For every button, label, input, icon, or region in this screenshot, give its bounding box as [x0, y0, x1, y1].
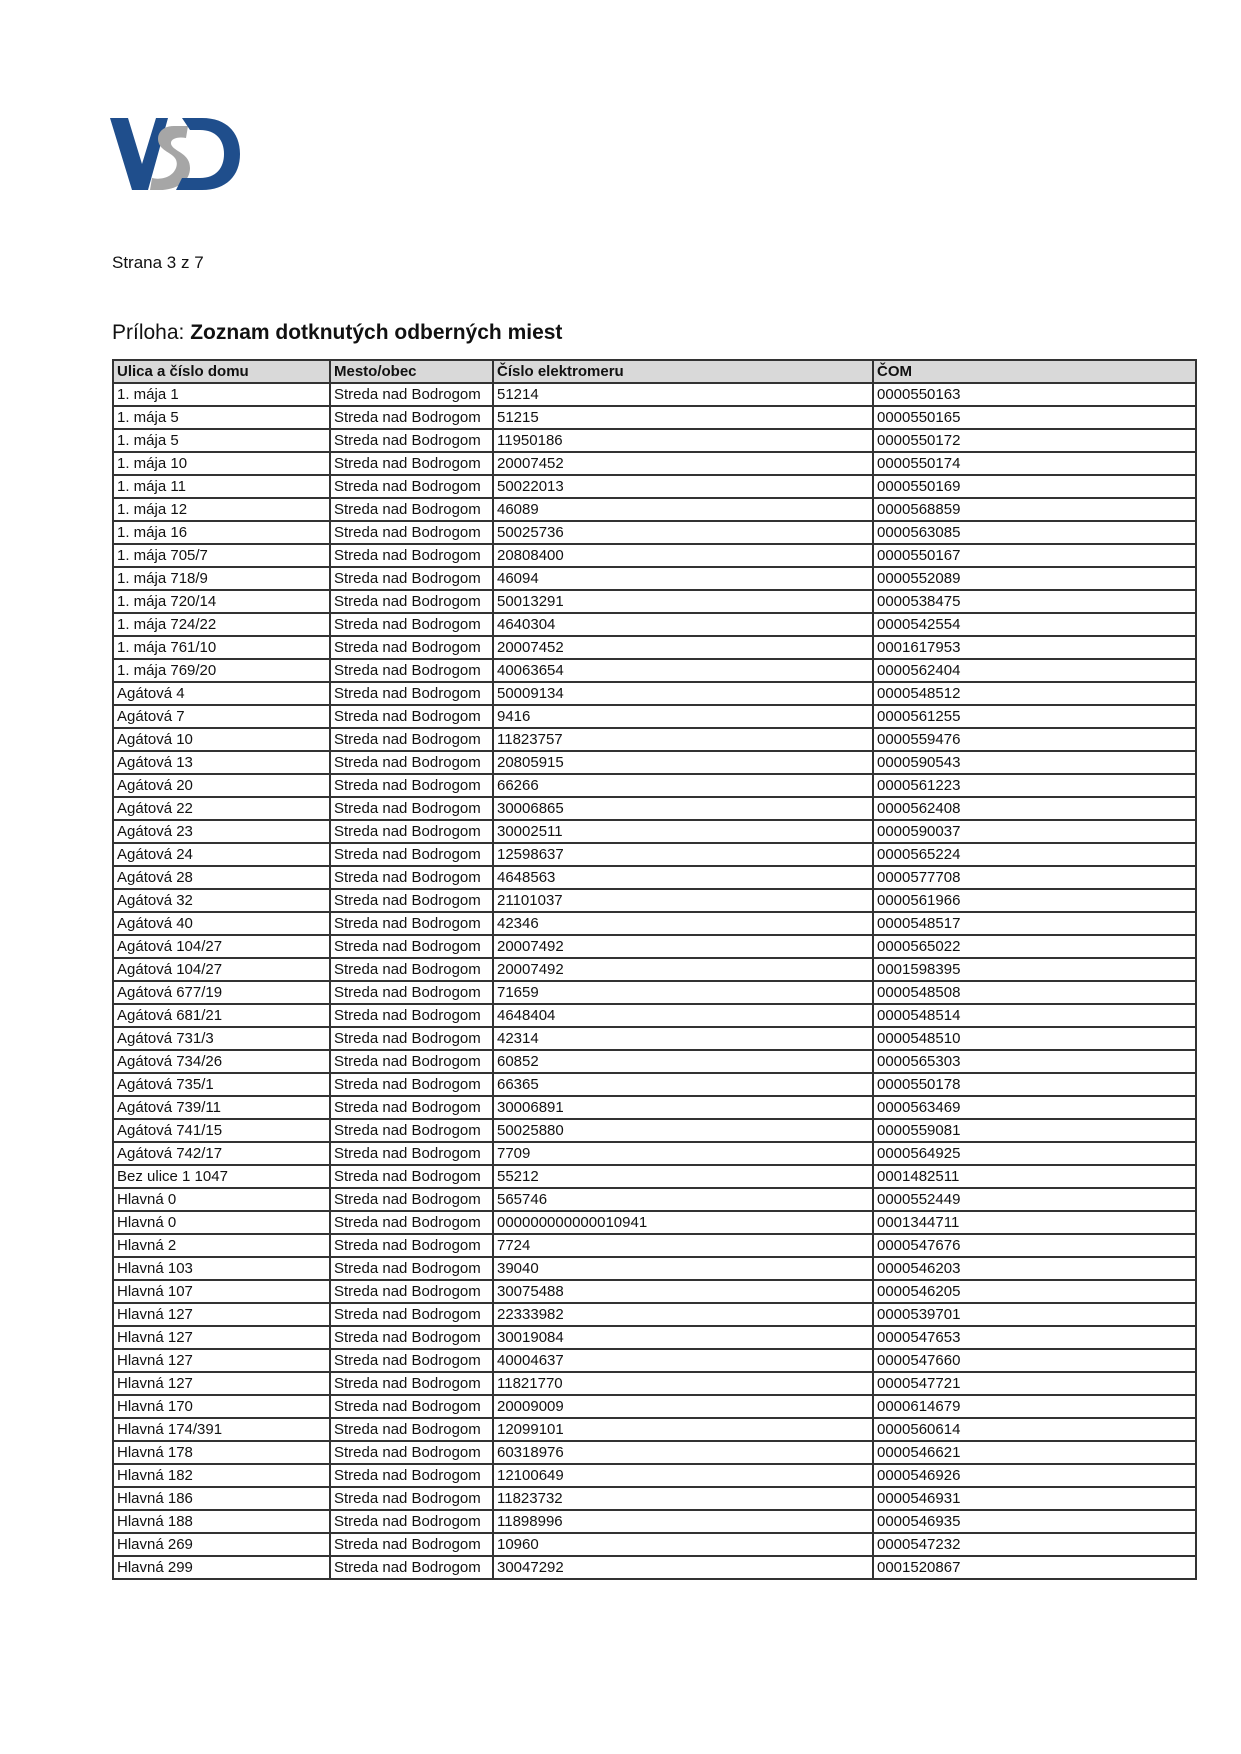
- cell-street: Agátová 10: [113, 728, 330, 751]
- table-row: [113, 1257, 1196, 1280]
- table-row: [113, 866, 1196, 889]
- cell-street: Hlavná 170: [113, 1395, 330, 1418]
- cell-street: Agátová 13: [113, 751, 330, 774]
- cell-street: 1. mája 12: [113, 498, 330, 521]
- cell-com: 0000568859: [873, 498, 1196, 521]
- cell-com: 0000547676: [873, 1234, 1196, 1257]
- cell-street: Hlavná 103: [113, 1257, 330, 1280]
- cell-city: Streda nad Bodrogom: [330, 843, 493, 866]
- cell-com: 0000552449: [873, 1188, 1196, 1211]
- table-row: [113, 452, 1196, 475]
- cell-meter-number: 20805915: [493, 751, 873, 774]
- cell-city: Streda nad Bodrogom: [330, 475, 493, 498]
- table-row: [113, 843, 1196, 866]
- cell-meter-number: 4648563: [493, 866, 873, 889]
- table-row: [113, 613, 1196, 636]
- cell-com: 0000614679: [873, 1395, 1196, 1418]
- cell-street: 1. mája 5: [113, 406, 330, 429]
- cell-meter-number: 20007492: [493, 958, 873, 981]
- table-header-row: [113, 360, 1196, 383]
- cell-city: Streda nad Bodrogom: [330, 521, 493, 544]
- table-row: [113, 1280, 1196, 1303]
- cell-street: Agátová 22: [113, 797, 330, 820]
- cell-city: Streda nad Bodrogom: [330, 1303, 493, 1326]
- cell-city: Streda nad Bodrogom: [330, 935, 493, 958]
- cell-com: 0000565303: [873, 1050, 1196, 1073]
- cell-city: Streda nad Bodrogom: [330, 1464, 493, 1487]
- cell-city: Streda nad Bodrogom: [330, 1027, 493, 1050]
- cell-street: Agátová 4: [113, 682, 330, 705]
- header-com: ČOM: [873, 360, 1196, 383]
- cell-street: Agátová 23: [113, 820, 330, 843]
- cell-city: Streda nad Bodrogom: [330, 728, 493, 751]
- cell-city: Streda nad Bodrogom: [330, 774, 493, 797]
- table-row: [113, 1441, 1196, 1464]
- cell-street: Agátová 739/11: [113, 1096, 330, 1119]
- cell-street: Hlavná 107: [113, 1280, 330, 1303]
- cell-city: Streda nad Bodrogom: [330, 1487, 493, 1510]
- cell-street: Agátová 7: [113, 705, 330, 728]
- cell-street: 1. mája 10: [113, 452, 330, 475]
- cell-city: Streda nad Bodrogom: [330, 1050, 493, 1073]
- cell-street: Hlavná 174/391: [113, 1418, 330, 1441]
- cell-com: 0000560614: [873, 1418, 1196, 1441]
- cell-street: Agátová 731/3: [113, 1027, 330, 1050]
- table-row: [113, 1349, 1196, 1372]
- cell-com: 0000550169: [873, 475, 1196, 498]
- cell-meter-number: 66266: [493, 774, 873, 797]
- cell-city: Streda nad Bodrogom: [330, 1326, 493, 1349]
- cell-city: Streda nad Bodrogom: [330, 820, 493, 843]
- cell-com: 0000577708: [873, 866, 1196, 889]
- cell-com: 0000548510: [873, 1027, 1196, 1050]
- header-meter-number: Číslo elektromeru: [493, 360, 873, 383]
- cell-street: 1. mája 720/14: [113, 590, 330, 613]
- cell-street: Hlavná 0: [113, 1188, 330, 1211]
- cell-meter-number: 50013291: [493, 590, 873, 613]
- cell-com: 0000547721: [873, 1372, 1196, 1395]
- table-row: [113, 981, 1196, 1004]
- cell-meter-number: 4640304: [493, 613, 873, 636]
- table-row: [113, 682, 1196, 705]
- table-row: [113, 1326, 1196, 1349]
- cell-com: 0000550178: [873, 1073, 1196, 1096]
- table-body: [113, 383, 1196, 1579]
- cell-street: 1. mája 5: [113, 429, 330, 452]
- table-row: [113, 1211, 1196, 1234]
- cell-city: Streda nad Bodrogom: [330, 1556, 493, 1579]
- cell-city: Streda nad Bodrogom: [330, 613, 493, 636]
- cell-street: 1. mája 761/10: [113, 636, 330, 659]
- table-row: [113, 774, 1196, 797]
- cell-city: Streda nad Bodrogom: [330, 1211, 493, 1234]
- cell-com: 0001520867: [873, 1556, 1196, 1579]
- cell-meter-number: 11821770: [493, 1372, 873, 1395]
- cell-street: Agátová 735/1: [113, 1073, 330, 1096]
- cell-city: Streda nad Bodrogom: [330, 452, 493, 475]
- cell-city: Streda nad Bodrogom: [330, 1073, 493, 1096]
- cell-meter-number: 40004637: [493, 1349, 873, 1372]
- table-row: [113, 1119, 1196, 1142]
- cell-city: Streda nad Bodrogom: [330, 981, 493, 1004]
- cell-street: Hlavná 0: [113, 1211, 330, 1234]
- cell-meter-number: 21101037: [493, 889, 873, 912]
- cell-meter-number: 30002511: [493, 820, 873, 843]
- cell-meter-number: 50025880: [493, 1119, 873, 1142]
- cell-street: Hlavná 127: [113, 1349, 330, 1372]
- cell-street: Hlavná 269: [113, 1533, 330, 1556]
- cell-com: 0000562408: [873, 797, 1196, 820]
- cell-com: 0000546205: [873, 1280, 1196, 1303]
- cell-com: 0000546931: [873, 1487, 1196, 1510]
- table-row: [113, 1556, 1196, 1579]
- cell-meter-number: 20007492: [493, 935, 873, 958]
- cell-com: 0000552089: [873, 567, 1196, 590]
- cell-street: Agátová 28: [113, 866, 330, 889]
- cell-street: Agátová 734/26: [113, 1050, 330, 1073]
- table-row: [113, 1050, 1196, 1073]
- table-row: [113, 590, 1196, 613]
- table-row: [113, 1188, 1196, 1211]
- table-row: [113, 728, 1196, 751]
- table-row: [113, 383, 1196, 406]
- cell-com: 0001598395: [873, 958, 1196, 981]
- cell-com: 0000565224: [873, 843, 1196, 866]
- affected-points-table: [112, 359, 1197, 1580]
- cell-city: Streda nad Bodrogom: [330, 498, 493, 521]
- cell-com: 0000547653: [873, 1326, 1196, 1349]
- cell-com: 0000547660: [873, 1349, 1196, 1372]
- cell-com: 0000590543: [873, 751, 1196, 774]
- cell-com: 0000565022: [873, 935, 1196, 958]
- cell-meter-number: 50009134: [493, 682, 873, 705]
- cell-meter-number: 30075488: [493, 1280, 873, 1303]
- cell-street: Hlavná 2: [113, 1234, 330, 1257]
- cell-meter-number: 000000000000010941: [493, 1211, 873, 1234]
- cell-city: Streda nad Bodrogom: [330, 567, 493, 590]
- cell-com: 0000561255: [873, 705, 1196, 728]
- cell-street: Hlavná 127: [113, 1372, 330, 1395]
- cell-com: 0001344711: [873, 1211, 1196, 1234]
- table-row: [113, 705, 1196, 728]
- cell-street: 1. mája 769/20: [113, 659, 330, 682]
- cell-com: 0000548508: [873, 981, 1196, 1004]
- cell-city: Streda nad Bodrogom: [330, 1096, 493, 1119]
- cell-street: 1. mája 705/7: [113, 544, 330, 567]
- cell-com: 0000548512: [873, 682, 1196, 705]
- table-row: [113, 1027, 1196, 1050]
- cell-meter-number: 11950186: [493, 429, 873, 452]
- cell-city: Streda nad Bodrogom: [330, 1234, 493, 1257]
- cell-com: 0000548514: [873, 1004, 1196, 1027]
- cell-city: Streda nad Bodrogom: [330, 429, 493, 452]
- table-row: [113, 429, 1196, 452]
- cell-street: 1. mája 16: [113, 521, 330, 544]
- table-row: [113, 958, 1196, 981]
- vsd-logo: [110, 118, 240, 190]
- table-row: [113, 820, 1196, 843]
- cell-com: 0000562404: [873, 659, 1196, 682]
- table-row: [113, 1510, 1196, 1533]
- cell-street: Agátová 24: [113, 843, 330, 866]
- table-row: [113, 1073, 1196, 1096]
- cell-com: 0000550165: [873, 406, 1196, 429]
- cell-meter-number: 9416: [493, 705, 873, 728]
- cell-com: 0001482511: [873, 1165, 1196, 1188]
- cell-street: 1. mája 718/9: [113, 567, 330, 590]
- table-row: [113, 1004, 1196, 1027]
- cell-com: 0000564925: [873, 1142, 1196, 1165]
- cell-street: Hlavná 127: [113, 1303, 330, 1326]
- table-row: [113, 406, 1196, 429]
- table-row: [113, 1464, 1196, 1487]
- cell-city: Streda nad Bodrogom: [330, 1441, 493, 1464]
- cell-street: Hlavná 186: [113, 1487, 330, 1510]
- cell-com: 0000561223: [873, 774, 1196, 797]
- cell-com: 0000550174: [873, 452, 1196, 475]
- cell-com: 0000548517: [873, 912, 1196, 935]
- cell-com: 0000539701: [873, 1303, 1196, 1326]
- cell-street: 1. mája 724/22: [113, 613, 330, 636]
- cell-meter-number: 11898996: [493, 1510, 873, 1533]
- cell-com: 0000590037: [873, 820, 1196, 843]
- table-row: [113, 889, 1196, 912]
- cell-city: Streda nad Bodrogom: [330, 636, 493, 659]
- cell-city: Streda nad Bodrogom: [330, 889, 493, 912]
- cell-meter-number: 60318976: [493, 1441, 873, 1464]
- cell-street: Bez ulice 1 1047: [113, 1165, 330, 1188]
- cell-meter-number: 55212: [493, 1165, 873, 1188]
- table-row: [113, 636, 1196, 659]
- page-counter: Strana 3 z 7: [112, 253, 204, 272]
- cell-meter-number: 46094: [493, 567, 873, 590]
- cell-city: Streda nad Bodrogom: [330, 590, 493, 613]
- table-row: [113, 1303, 1196, 1326]
- cell-meter-number: 565746: [493, 1188, 873, 1211]
- cell-com: 0000546203: [873, 1257, 1196, 1280]
- cell-com: 0000563085: [873, 521, 1196, 544]
- heading-prefix: Príloha:: [112, 321, 191, 344]
- cell-com: 0000546935: [873, 1510, 1196, 1533]
- cell-meter-number: 11823732: [493, 1487, 873, 1510]
- cell-city: Streda nad Bodrogom: [330, 958, 493, 981]
- table-row: [113, 498, 1196, 521]
- cell-street: Hlavná 178: [113, 1441, 330, 1464]
- cell-city: Streda nad Bodrogom: [330, 751, 493, 774]
- cell-meter-number: 66365: [493, 1073, 873, 1096]
- cell-com: 0000546621: [873, 1441, 1196, 1464]
- table-row: [113, 1165, 1196, 1188]
- cell-street: Agátová 32: [113, 889, 330, 912]
- cell-meter-number: 4648404: [493, 1004, 873, 1027]
- table-row: [113, 475, 1196, 498]
- cell-street: Agátová 20: [113, 774, 330, 797]
- cell-city: Streda nad Bodrogom: [330, 1372, 493, 1395]
- cell-city: Streda nad Bodrogom: [330, 797, 493, 820]
- cell-street: 1. mája 11: [113, 475, 330, 498]
- cell-meter-number: 7724: [493, 1234, 873, 1257]
- cell-city: Streda nad Bodrogom: [330, 705, 493, 728]
- cell-meter-number: 12100649: [493, 1464, 873, 1487]
- cell-street: Hlavná 299: [113, 1556, 330, 1579]
- cell-meter-number: 11823757: [493, 728, 873, 751]
- table-row: [113, 567, 1196, 590]
- heading-title: Zoznam dotknutých odberných miest: [190, 321, 563, 344]
- cell-com: 0001617953: [873, 636, 1196, 659]
- cell-city: Streda nad Bodrogom: [330, 1257, 493, 1280]
- cell-city: Streda nad Bodrogom: [330, 1004, 493, 1027]
- table-row: [113, 1142, 1196, 1165]
- header-street: Ulica a číslo domu: [113, 360, 330, 383]
- cell-com: 0000559476: [873, 728, 1196, 751]
- table-row: [113, 797, 1196, 820]
- table-row: [113, 1234, 1196, 1257]
- cell-city: Streda nad Bodrogom: [330, 1142, 493, 1165]
- cell-meter-number: 71659: [493, 981, 873, 1004]
- cell-city: Streda nad Bodrogom: [330, 383, 493, 406]
- cell-street: Agátová 742/17: [113, 1142, 330, 1165]
- cell-com: 0000550163: [873, 383, 1196, 406]
- cell-street: Agátová 681/21: [113, 1004, 330, 1027]
- table-row: [113, 1418, 1196, 1441]
- cell-city: Streda nad Bodrogom: [330, 682, 493, 705]
- cell-city: Streda nad Bodrogom: [330, 1533, 493, 1556]
- cell-meter-number: 22333982: [493, 1303, 873, 1326]
- cell-city: Streda nad Bodrogom: [330, 544, 493, 567]
- cell-com: 0000546926: [873, 1464, 1196, 1487]
- cell-meter-number: 51215: [493, 406, 873, 429]
- cell-city: Streda nad Bodrogom: [330, 912, 493, 935]
- cell-com: 0000547232: [873, 1533, 1196, 1556]
- cell-street: Agátová 104/27: [113, 935, 330, 958]
- table-row: [113, 1533, 1196, 1556]
- cell-street: Agátová 677/19: [113, 981, 330, 1004]
- cell-meter-number: 20007452: [493, 636, 873, 659]
- cell-street: 1. mája 1: [113, 383, 330, 406]
- table-row: [113, 1372, 1196, 1395]
- cell-city: Streda nad Bodrogom: [330, 1510, 493, 1533]
- cell-city: Streda nad Bodrogom: [330, 866, 493, 889]
- cell-meter-number: 46089: [493, 498, 873, 521]
- cell-meter-number: 20009009: [493, 1395, 873, 1418]
- cell-city: Streda nad Bodrogom: [330, 1395, 493, 1418]
- cell-meter-number: 30006891: [493, 1096, 873, 1119]
- cell-meter-number: 30019084: [493, 1326, 873, 1349]
- table-row: [113, 544, 1196, 567]
- cell-meter-number: 42314: [493, 1027, 873, 1050]
- cell-city: Streda nad Bodrogom: [330, 406, 493, 429]
- cell-city: Streda nad Bodrogom: [330, 1280, 493, 1303]
- cell-city: Streda nad Bodrogom: [330, 1188, 493, 1211]
- cell-com: 0000550167: [873, 544, 1196, 567]
- cell-street: Hlavná 127: [113, 1326, 330, 1349]
- table-row: [113, 912, 1196, 935]
- cell-meter-number: 30006865: [493, 797, 873, 820]
- cell-meter-number: 50025736: [493, 521, 873, 544]
- table-row: [113, 1096, 1196, 1119]
- table-row: [113, 935, 1196, 958]
- cell-city: Streda nad Bodrogom: [330, 659, 493, 682]
- cell-meter-number: 51214: [493, 383, 873, 406]
- cell-meter-number: 40063654: [493, 659, 873, 682]
- table-row: [113, 659, 1196, 682]
- cell-com: 0000559081: [873, 1119, 1196, 1142]
- cell-meter-number: 60852: [493, 1050, 873, 1073]
- cell-com: 0000563469: [873, 1096, 1196, 1119]
- cell-meter-number: 30047292: [493, 1556, 873, 1579]
- cell-meter-number: 12099101: [493, 1418, 873, 1441]
- table-row: [113, 1395, 1196, 1418]
- cell-city: Streda nad Bodrogom: [330, 1349, 493, 1372]
- cell-meter-number: 20007452: [493, 452, 873, 475]
- cell-com: 0000561966: [873, 889, 1196, 912]
- cell-city: Streda nad Bodrogom: [330, 1119, 493, 1142]
- cell-street: Hlavná 188: [113, 1510, 330, 1533]
- cell-meter-number: 50022013: [493, 475, 873, 498]
- attachment-heading: [112, 321, 562, 345]
- cell-street: Agátová 741/15: [113, 1119, 330, 1142]
- cell-com: 0000550172: [873, 429, 1196, 452]
- table-row: [113, 521, 1196, 544]
- header-city: Mesto/obec: [330, 360, 493, 383]
- cell-meter-number: 39040: [493, 1257, 873, 1280]
- cell-com: 0000538475: [873, 590, 1196, 613]
- cell-street: Agátová 40: [113, 912, 330, 935]
- cell-meter-number: 12598637: [493, 843, 873, 866]
- cell-meter-number: 7709: [493, 1142, 873, 1165]
- cell-city: Streda nad Bodrogom: [330, 1418, 493, 1441]
- cell-com: 0000542554: [873, 613, 1196, 636]
- table-row: [113, 1487, 1196, 1510]
- cell-meter-number: 42346: [493, 912, 873, 935]
- cell-meter-number: 10960: [493, 1533, 873, 1556]
- cell-street: Hlavná 182: [113, 1464, 330, 1487]
- table-row: [113, 751, 1196, 774]
- cell-street: Agátová 104/27: [113, 958, 330, 981]
- cell-meter-number: 20808400: [493, 544, 873, 567]
- cell-city: Streda nad Bodrogom: [330, 1165, 493, 1188]
